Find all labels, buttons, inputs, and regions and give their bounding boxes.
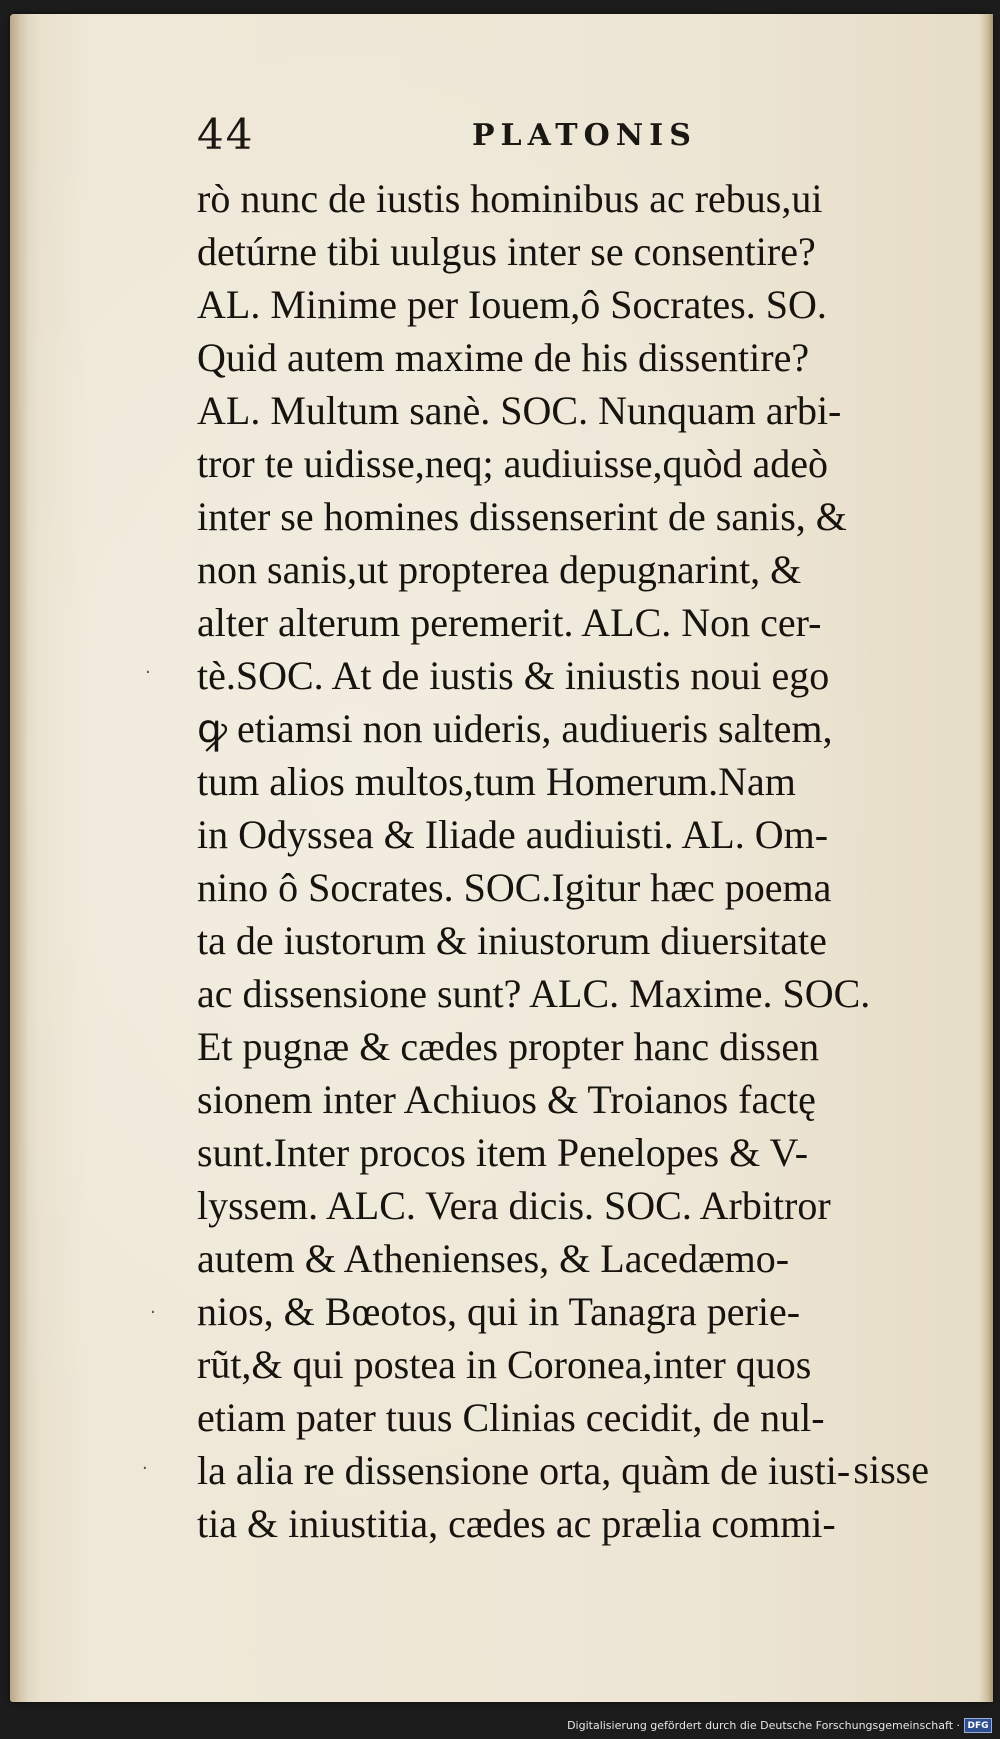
margin-speck: · xyxy=(142,1458,148,1479)
text-line: etiam pater tuus Clinias cecidit, de nul- xyxy=(197,1395,825,1440)
text-line: ta de iustorum & iniustorum diuersitate xyxy=(197,918,827,963)
running-head: PLATONIS xyxy=(472,118,697,153)
page-number: 44 xyxy=(197,110,255,159)
text-line: in Odyssea & Iliade audiuisti. AL. Om- xyxy=(197,812,829,857)
text-line: AL. Multum sanè. SOC. Nunquam arbi- xyxy=(197,388,842,433)
catchword: sisse xyxy=(853,1447,929,1492)
book-page xyxy=(10,14,993,1702)
text-line: non sanis,ut propterea depugnarint, & xyxy=(197,547,802,592)
text-line: la alia re dissensione orta, quàm de iusti- xyxy=(197,1448,851,1493)
margin-speck: · xyxy=(145,662,151,683)
text-line: tia & iniustitia, cædes ac prælia commi- xyxy=(197,1501,836,1546)
text-line: rò nunc de iustis hominibus ac rebus,ui xyxy=(197,176,823,221)
text-line: autem & Athenienses, & Lacedæmo- xyxy=(197,1236,790,1281)
text-line: ꝙ etiamsi non uideris, audiueris saltem, xyxy=(197,706,833,751)
text-line: sunt.Inter procos item Penelopes & V- xyxy=(197,1130,809,1175)
text-line: tè.SOC. At de iustis & iniustis noui ego xyxy=(197,653,830,698)
text-line: sionem inter Achiuos & Troianos factę xyxy=(197,1077,816,1122)
body-text xyxy=(197,172,947,1550)
page-edge xyxy=(979,14,993,1702)
text-line: rũt,& qui postea in Coronea,inter quos xyxy=(197,1342,812,1387)
text-line: ac dissensione sunt? ALC. Maxime. SOC. xyxy=(197,971,871,1016)
digitization-credit: Digitalisierung gefördert durch die Deutsche Forschungsgemeinschaft · xyxy=(567,1719,960,1732)
text-line: detúrne tibi uulgus inter se consentire? xyxy=(197,229,816,274)
dfg-logo: DFG xyxy=(964,1718,992,1733)
text-line: tror te uidisse,neq; audiuisse,quòd adeò xyxy=(197,441,828,486)
text-line: lyssem. ALC. Vera dicis. SOC. Arbitror xyxy=(197,1183,831,1228)
text-line: inter se homines dissenserint de sanis, & xyxy=(197,494,847,539)
gutter-shadow xyxy=(10,14,28,1702)
text-line: Quid autem maxime de his dissentire? xyxy=(197,335,810,380)
text-line: nios, & Bœotos, qui in Tanagra perie- xyxy=(197,1289,801,1334)
margin-speck: · xyxy=(150,1302,156,1323)
text-line: AL. Minime per Iouem,ô Socrates. SO. xyxy=(197,282,827,327)
text-line: Et pugnæ & cædes propter hanc dissen xyxy=(197,1024,820,1069)
text-line: nino ô Socrates. SOC.Igitur hæc poema xyxy=(197,865,832,910)
text-line: tum alios multos,tum Homerum.Nam xyxy=(197,759,796,804)
text-line: alter alterum peremerit. ALC. Non cer- xyxy=(197,600,822,645)
